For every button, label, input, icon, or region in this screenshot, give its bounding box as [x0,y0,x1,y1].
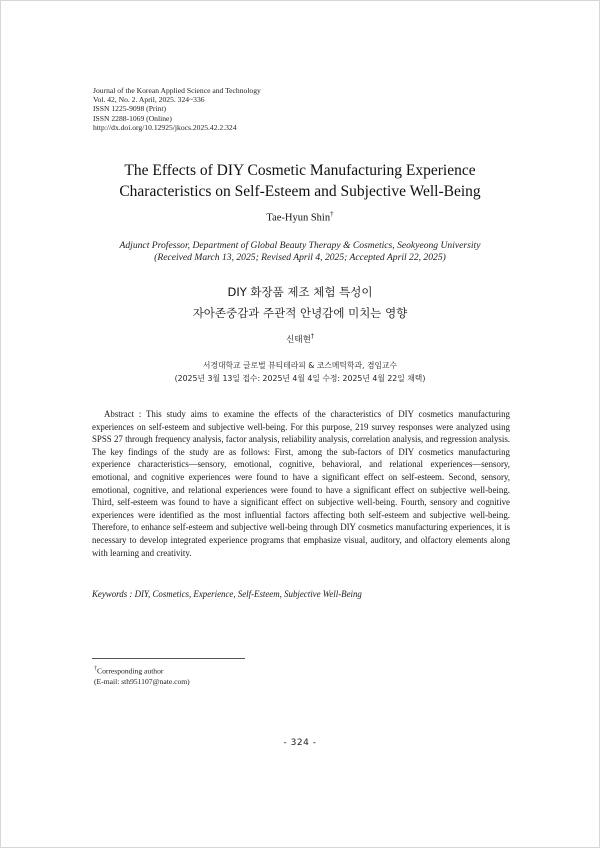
title-line-1: The Effects of DIY Cosmetic Manufacturing Experience [124,162,476,179]
affiliation [60,240,540,264]
footnote-divider [92,658,245,659]
korean-title-line-2: 자아존중감과 주관적 안녕감에 미치는 영향 [192,306,408,320]
received-dates: (Received March 13, 2025; Revised April 4, 2025; Accepted April 22, 2025) [154,252,446,263]
author [0,210,600,224]
korean-received-dates: (2025년 3월 13일 접수: 2025년 4월 4일 수정: 2025년 4월 22일 채택) [174,374,426,383]
abstract-text: This study aims to examine the effects of the characteristics of DIY cosmetics manufacturing experiences on self-esteem and subjective well-being. For this purpose, 219 survey responses were analyzed using SPSS 27 through frequency analysis, factor analysis, reliability analysis, correlation analysis, and regression analysis. The key findings of the study are as follows: First, among the sub-factors of DIY cosmetics manufacturing experience characteristics—sensory, emotional, cognitive, behavioral, and relational experiences—sensory, emotional, and cognitive experiences were found to have a significant effect on self-esteem. Second, sensory, emotional, cognitive, and relational experiences were found to have a significant effect on subjective well-being. Third, self-esteem was found to have a significant effect on subjective well-being. Fourth, sensory and cognitive experiences were identified as the most influential factors affecting both self-esteem and subjective well-being. Therefore, to enhance self-esteem and subjective well-being through DIY cosmetics manufacturing experiences, it is necessary to develop integrated experience programs that emphasize visual, auditory, and olfactory elements along with learning and creativity. [92,409,510,558]
journal-info [93,86,261,132]
korean-affiliation-line: 서경대학교 글로벌 뷰티테라피 & 코스메틱학과, 겸임교수 [202,361,398,370]
korean-affiliation [60,359,540,385]
korean-corresponding-mark: † [310,333,314,341]
abstract [92,408,510,559]
author-email: (E-mail: sth951107@nate.com) [94,677,190,687]
author-name: Tae-Hyun Shin [266,212,331,224]
issn-print: ISSN 1225-9098 (Print) [93,104,166,114]
page-number: - 324 - [283,738,317,748]
corresponding-mark: † [330,210,334,218]
issn-online: ISSN 2288-1069 (Online) [93,113,172,123]
footnote [94,664,190,688]
doi-link[interactable]: http://dx.doi.org/10.12925/jkocs.2025.42.2.324 [93,122,237,132]
keywords: Keywords : DIY, Cosmetics, Experience, Self-Esteem, Subjective Well-Being [92,589,362,599]
journal-name: Journal of the Korean Applied Science and Technology [93,86,261,95]
affiliation-line: Adjunct Professor, Department of Global Beauty Therapy & Cosmetics, Seokyeong University [119,240,481,251]
korean-title-line-1: DIY 화장품 제조 체험 특성이 [227,285,373,299]
corresponding-author-label: Corresponding author [97,666,164,676]
footnote-mark: † [94,666,97,672]
paper-title [60,160,540,202]
abstract-label: Abstract : [104,409,142,419]
korean-title [60,282,540,324]
journal-volume: Vol. 42, No. 2. April, 2025. 324~336 [93,95,205,105]
korean-author [0,333,600,345]
title-line-2: Characteristics on Self-Esteem and Subjective Well-Being [119,183,481,200]
korean-author-name: 신태현 [286,335,311,345]
